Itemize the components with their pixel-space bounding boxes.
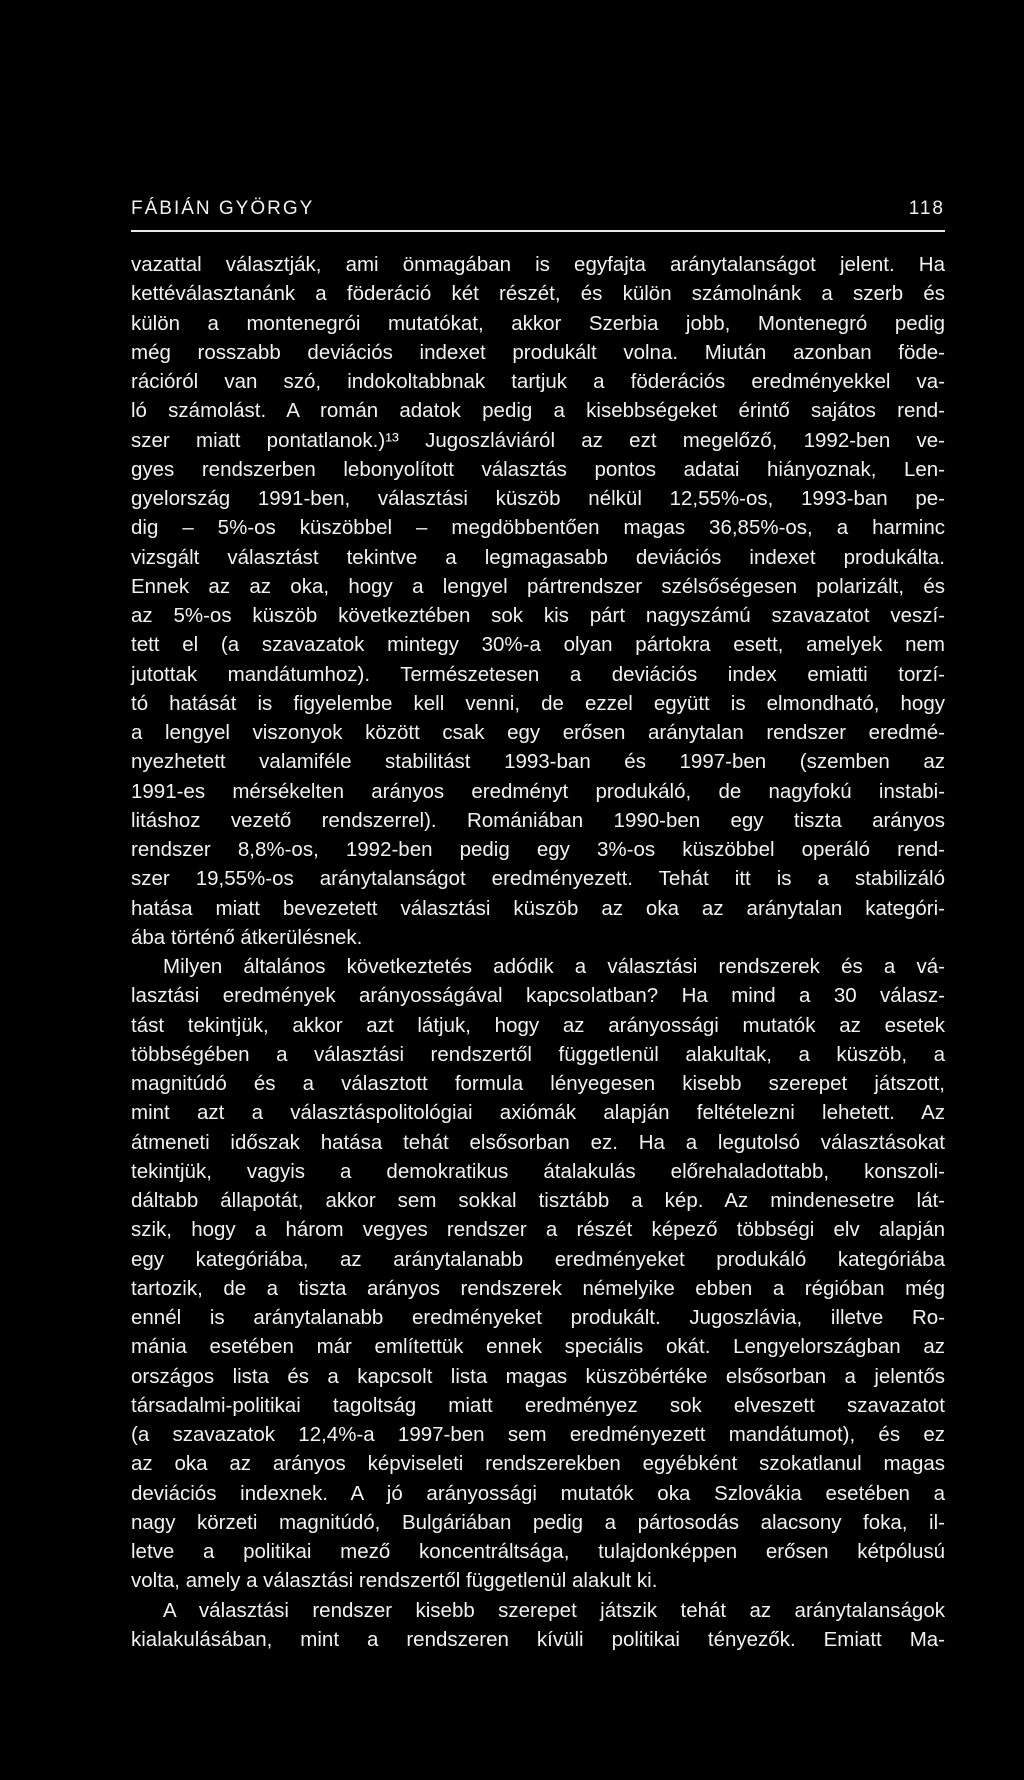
text-line: tartozik, de a tiszta arányos rendszerek némelyike ebben a régióban még: [131, 1276, 945, 1300]
page-number: 118: [908, 198, 945, 219]
text-line: rációról van szó, indokoltabbnak tartjuk a föderációs eredményekkel va-: [131, 370, 945, 393]
text-line: letve a politikai mező koncentráltsága, tulajdonképpen erősen kétpólusú: [131, 1540, 945, 1563]
text-line: ló számolást. A román adatok pedig a kisebbségeket érintő sajátos rend-: [131, 399, 945, 423]
text-line: mánia esetében már említettük ennek speciális okát. Lengyelországban az: [131, 1335, 945, 1359]
text-line: volta, amely a választási rendszertől függetlenül alakult ki.: [131, 1569, 658, 1593]
text-line: magnitúdó és a választott formula lényegesen kisebb szerepet játszott,: [131, 1072, 945, 1095]
text-line: szer 19,55%-os aránytalanságot eredményezett. Tehát itt is a stabilizáló: [131, 867, 945, 891]
header-rule: [131, 230, 945, 232]
text-line: nyezhetett valamiféle stabilitást 1993-ban és 1997-ben (szemben az: [131, 750, 945, 774]
body-text: [131, 250, 945, 1654]
text-line: 1991-es mérsékelten arányos eredményt produkáló, de nagyfokú instabi-: [131, 779, 945, 803]
text-line: vizsgált választást tekintve a legmagasabb deviációs indexet produkálta.: [131, 545, 945, 569]
text-line: a lengyel viszonyok között csak egy erősen aránytalan rendszer eredmé-: [131, 721, 945, 744]
text-line: egy kategóriába, az aránytalanabb eredményeket produkáló kategóriába: [131, 1247, 945, 1271]
running-head: [131, 198, 945, 228]
text-line: dáltabb állapotát, akkor sem sokkal tisztább a kép. Az mindenesetre lát-: [131, 1189, 945, 1212]
text-line: tekintjük, vagyis a demokratikus átalakulás előrehaladottabb, konszoli-: [131, 1159, 945, 1183]
text-line: litáshoz vezető rendszerrel). Romániában 1990-ben egy tiszta arányos: [131, 808, 945, 832]
text-line: vazattal választják, ami önmagában is egyfajta aránytalanságot jelent. Ha: [131, 253, 945, 276]
text-line: nagy körzeti magnitúdó, Bulgáriában pedig a pártosodás alacsony foka, il-: [131, 1510, 945, 1534]
text-line: külön a montenegrói mutatókat, akkor Szerbia jobb, Montenegró pedig: [131, 311, 945, 335]
text-line: gyelország 1991-ben, választási küszöb nélkül 12,55%-os, 1993-ban pe-: [131, 487, 945, 510]
text-line: jutottak mandátumhoz). Természetesen a deviációs index emiatti torzí-: [131, 662, 945, 686]
text-line: (a szavazatok 12,4%-a 1997-ben sem eredményezett mandátumot), és ez: [131, 1423, 945, 1446]
text-line: az oka az arányos képviseleti rendszerekben egyébként szokatlanul magas: [131, 1452, 945, 1476]
text-line: gyes rendszerben lebonyolított választás pontos adatai hiányoznak, Len-: [131, 457, 945, 481]
text-line: kialakulásában, mint a rendszeren kívüli politikai tényezők. Emiatt Ma-: [131, 1627, 945, 1651]
text-line: ába történő átkerülésnek.: [131, 925, 363, 949]
text-line: többségében a választási rendszertől függetlenül alakultak, a küszöb, a: [131, 1042, 945, 1066]
text-line: szer miatt pontatlanok.)¹³ Jugoszláviáról az ezt megelőző, 1992-ben ve-: [131, 428, 945, 452]
text-line: tó hatását is figyelembe kell venni, de ezzel együtt is elmondható, hogy: [131, 691, 945, 715]
text-line: tást tekintjük, akkor azt látjuk, hogy az arányossági mutatók az esetek: [131, 1013, 945, 1037]
text-line: társadalmi-politikai tagoltság miatt eredményez sok elveszett szavazatot: [131, 1393, 945, 1417]
text-line: még rosszabb deviációs indexet produkált volna. Miután azonban föde-: [131, 340, 945, 364]
text-line: deviációs indexnek. A jó arányossági mutatók oka Szlovákia esetében a: [131, 1481, 945, 1505]
running-head-author: FÁBIÁN GYÖRGY: [131, 198, 315, 219]
text-line: mint azt a választáspolitológiai axiómák alapján feltételezni lehetett. Az: [131, 1101, 945, 1125]
text-line: kettéválasztanánk a föderáció két részét, és külön számolnánk a szerb és: [131, 282, 945, 306]
text-line: A választási rendszer kisebb szerepet játszik tehát az aránytalanságok: [163, 1598, 945, 1622]
text-line: az 5%-os küszöb következtében sok kis párt nagyszámú szavazatot veszí-: [131, 604, 945, 627]
text-line: országos lista és a kapcsolt lista magas küszöbértéke elsősorban a jelentős: [131, 1364, 945, 1388]
text-line: szik, hogy a három vegyes rendszer a részét képező többségi elv alapján: [131, 1218, 945, 1242]
text-line: dig – 5%-os küszöbbel – megdöbbentően magas 36,85%-os, a harminc: [131, 516, 945, 540]
text-line: ennél is aránytalanabb eredményeket produkált. Jugoszlávia, illetve Ro-: [131, 1306, 945, 1329]
text-line: rendszer 8,8%-os, 1992-ben pedig egy 3%-os küszöbbel operáló rend-: [131, 838, 945, 861]
text-line: lasztási eredmények arányosságával kapcsolatban? Ha mind a 30 válasz-: [131, 984, 945, 1008]
text-line: Milyen általános következtetés adódik a választási rendszerek és a vá-: [163, 955, 945, 978]
text-line: tett el (a szavazatok mintegy 30%-a olyan pártokra esett, amelyek nem: [131, 633, 945, 657]
text-line: átmeneti időszak hatása tehát elsősorban ez. Ha a legutolsó választásokat: [131, 1130, 945, 1154]
text-line: Ennek az az oka, hogy a lengyel pártrendszer szélsőségesen polarizált, és: [131, 574, 945, 598]
text-line: hatása miatt bevezetett választási küszöb az oka az aránytalan kategóri-: [131, 896, 945, 920]
